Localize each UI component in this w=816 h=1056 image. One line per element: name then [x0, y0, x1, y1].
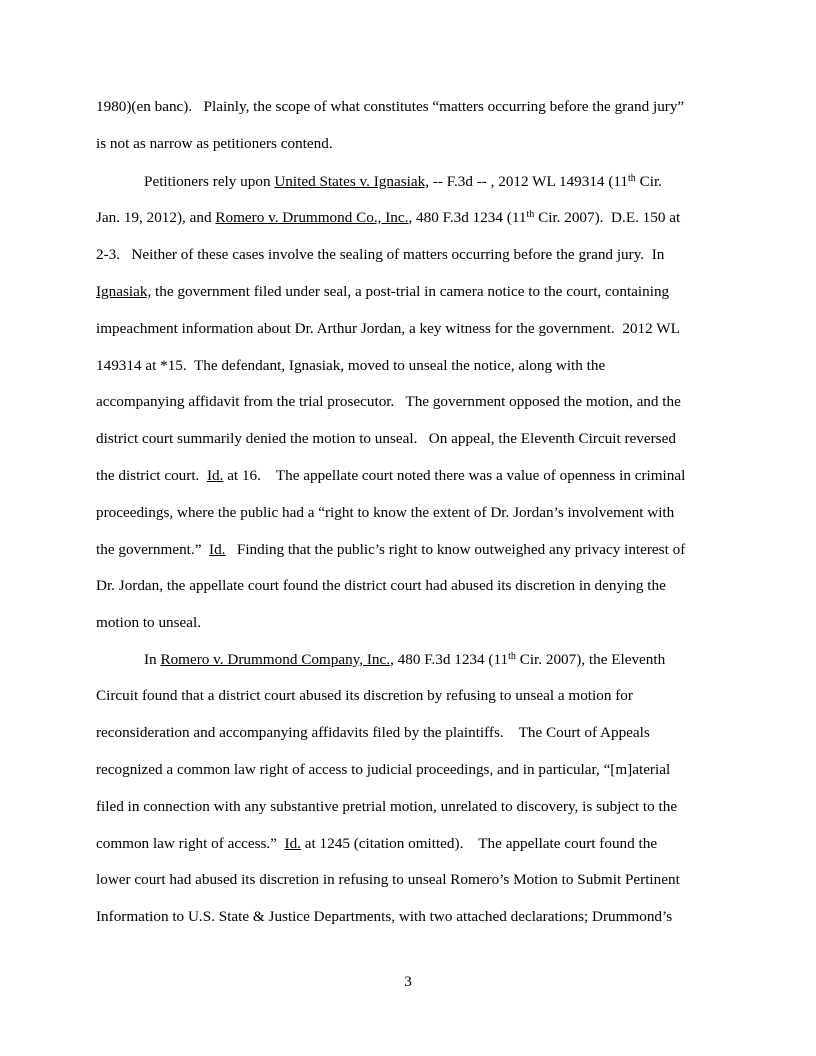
text-span: Circuit found that a district court abused its discretion by refusing to unseal a motion for [96, 687, 633, 704]
text-span: filed in connection with any substantive pretrial motion, unrelated to discovery, is subject to the [96, 798, 678, 815]
text-line [96, 613, 201, 633]
text-span: Cir. 2007), the Eleventh [515, 651, 666, 668]
text-span: at 1245 (citation omitted). The appellate court found the [300, 835, 658, 852]
text-span: -- F.3d -- , 2012 WL 149314 (11 [429, 173, 629, 190]
text-span: lower court had abused its discretion in refusing to unseal Romero’s Motion to Submit Pertinent [96, 871, 680, 888]
text-span: , 480 F.3d 1234 (11 [408, 209, 527, 226]
text-line [96, 834, 657, 854]
text-line [96, 503, 674, 523]
text-span: the district court. [96, 467, 207, 484]
text-line [96, 319, 680, 339]
text-line [96, 466, 685, 486]
case-citation: Romero v. Drummond Co., Inc. [215, 209, 409, 226]
text-span: Jan. 19, 2012), and [96, 209, 216, 226]
text-span: at 16. The appellate court noted there was a value of openness in criminal [223, 467, 686, 484]
text-line [144, 172, 662, 192]
text-line [96, 723, 650, 743]
text-span: 1980)(en banc). Plainly, the scope of what constitutes “matters occurring before the grand jury” [96, 98, 685, 115]
text-span: In [144, 651, 161, 668]
text-line [96, 134, 333, 154]
text-span: recognized a common law right of access to judicial proceedings, and in particular, “[m]aterial [96, 761, 671, 778]
text-line [96, 208, 680, 228]
id-citation: Id. [206, 467, 224, 484]
text-span: 149314 at *15. The defendant, Ignasiak, moved to unseal the notice, along with the [96, 357, 606, 374]
id-citation: Id. [209, 541, 226, 558]
text-span: the government.” [96, 541, 210, 558]
case-citation: United States v. Ignasiak, [274, 173, 429, 190]
text-span: the government filed under seal, a post-trial in camera notice to the court, containing [151, 283, 670, 300]
text-span: Petitioners rely upon [144, 173, 275, 190]
superscript: th [628, 173, 636, 184]
text-span: Dr. Jordan, the appellate court found the district court had abused its discretion in denying the [96, 577, 666, 594]
text-span: reconsideration and accompanying affidavits filed by the plaintiffs. The Court of Appeals [96, 724, 650, 741]
text-line [96, 870, 680, 890]
text-line [96, 907, 672, 927]
text-span: , 480 F.3d 1234 (11 [390, 651, 509, 668]
text-span: Information to U.S. State & Justice Departments, with two attached declarations; Drummond’s [96, 908, 673, 925]
text-line [96, 797, 677, 817]
text-span: motion to unseal. [96, 614, 202, 631]
text-line [96, 576, 666, 596]
text-span: 2-3. Neither of these cases involve the sealing of matters occurring before the grand jury. In [96, 246, 665, 263]
text-span: common law right of access.” [96, 835, 285, 852]
superscript: th [526, 209, 535, 220]
text-span: accompanying affidavit from the trial prosecutor. The government opposed the motion, and the [96, 393, 681, 410]
case-citation: Ignasiak, [96, 283, 152, 300]
text-line [96, 356, 605, 376]
text-line [96, 540, 685, 560]
text-span: impeachment information about Dr. Arthur Jordan, a key witness for the government. 2012 WL [96, 320, 680, 337]
text-line [96, 760, 670, 780]
text-line [96, 392, 681, 412]
text-span: Finding that the public’s right to know outweighed any privacy interest of [225, 541, 686, 558]
text-line [96, 97, 684, 117]
text-span: is not as narrow as petitioners contend. [96, 135, 333, 152]
text-span: Cir. [635, 173, 662, 190]
text-line [96, 245, 664, 265]
text-line [144, 650, 665, 670]
text-span: proceedings, where the public had a “right to know the extent of Dr. Jordan’s involvement with [96, 504, 675, 521]
text-line [96, 282, 669, 302]
text-line [96, 429, 676, 449]
text-span: district court summarily denied the motion to unseal. On appeal, the Eleventh Circuit reversed [96, 430, 676, 447]
text-line [96, 686, 633, 706]
case-citation: Romero v. Drummond Company, Inc. [160, 651, 391, 668]
text-span: Cir. 2007). D.E. 150 at [534, 209, 681, 226]
id-citation: Id. [284, 835, 301, 852]
page-number: 3 [404, 973, 412, 990]
superscript: th [508, 651, 516, 662]
